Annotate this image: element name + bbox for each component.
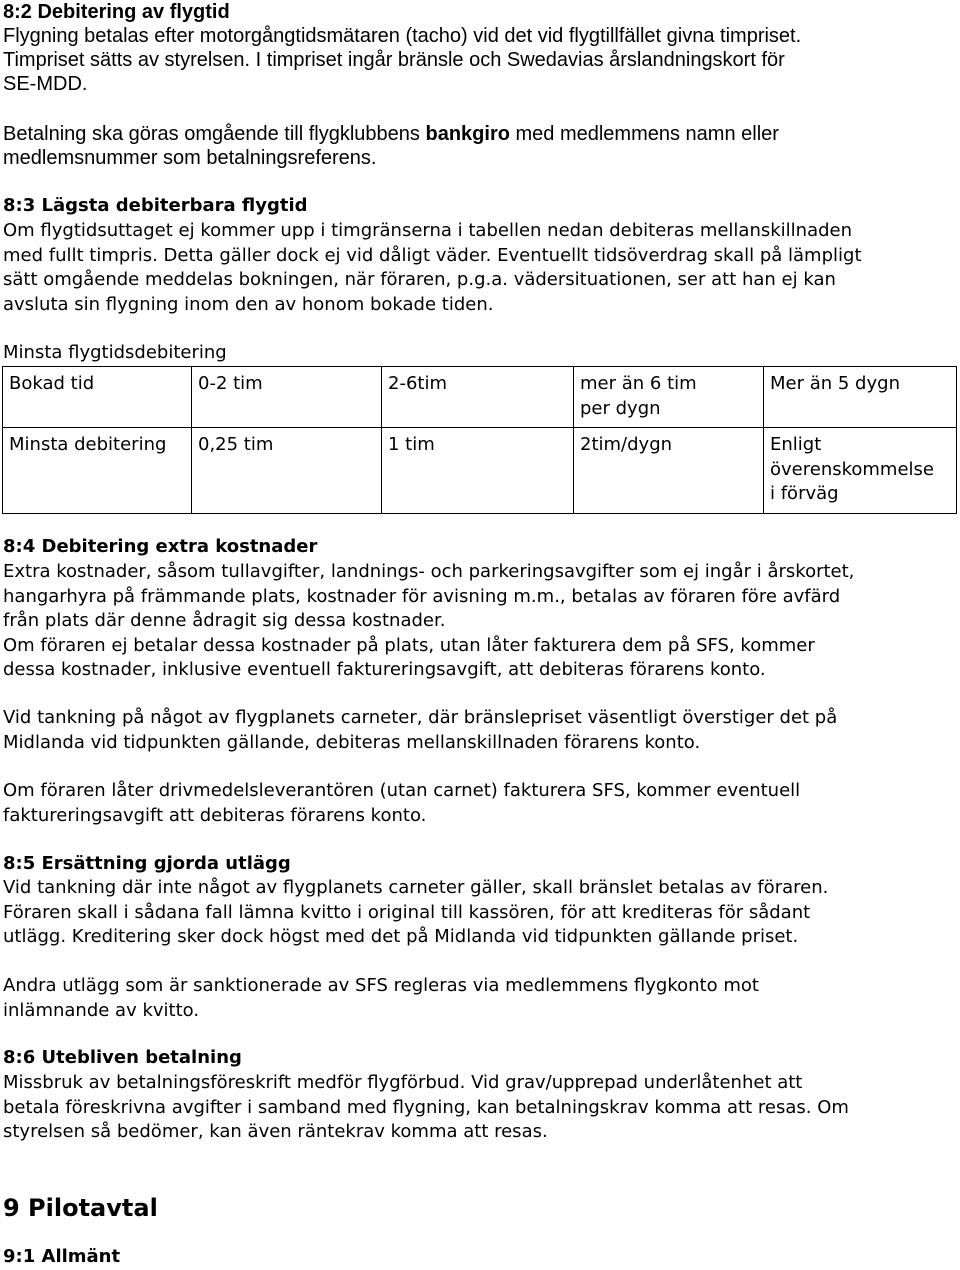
minimum-debit-table xyxy=(2,366,957,514)
paragraph-8-6-non-payment: Missbruk av betalningsföreskrift medför flygförbud. Vid grav/upprepad underlåtenhet att betala föreskrivna avgifter i samband med flygning, kan betalningskrav komma att resas. Om styrelsen så bedömer, kan även räntekrav komma att resas. xyxy=(3,1072,849,1142)
payment-text-end: med medlemmens namn eller medlemsnummer som betalningsreferens. xyxy=(3,123,779,169)
table-cell: 1 tim xyxy=(382,428,574,514)
table-cell: 0,25 tim xyxy=(192,428,382,514)
paragraph-8-2-payment xyxy=(3,122,953,170)
paragraph-8-4-extra-costs: Extra kostnader, såsom tullavgifter, landnings- och parkeringsavgifter som ej ingår i årskortet, hangarhyra på främmande plats, kostnader för avisning m.m., betalas av föraren före avfärd från plats där denne ådragit sig dessa kostnader. Om föraren ej betalar dessa kostnader på plats, utan låter fakturera dem på SFS, kommer dessa kostnader, inklusive eventuell faktureringsavgift, att debiteras förarens konto. xyxy=(3,561,855,680)
section-heading-8-3: 8:3 Lägsta debiterbara flygtid xyxy=(3,195,308,216)
table-cell: Enligt överenskommelse i förväg xyxy=(764,428,957,514)
table-cell: Mer än 5 dygn xyxy=(764,367,957,428)
section-heading-8-2: 8:2 Debitering av flygtid xyxy=(3,1,230,23)
section-heading-8-5: 8:5 Ersättning gjorda utlägg xyxy=(3,853,291,874)
section-heading-8-4: 8:4 Debitering extra kostnader xyxy=(3,536,318,557)
section-heading-9-1: 9:1 Allmänt xyxy=(3,1246,121,1267)
section-heading-8-6: 8:6 Utebliven betalning xyxy=(3,1047,242,1068)
table-cell: 2tim/dygn xyxy=(574,428,764,514)
table-cell: Minsta debitering xyxy=(3,428,192,514)
table-row xyxy=(3,367,957,428)
table-row xyxy=(3,428,957,514)
table-cell: mer än 6 tim per dygn xyxy=(574,367,764,428)
paragraph-8-3-minimum: Om flygtidsuttaget ej kommer upp i timgränserna i tabellen nedan debiteras mellanskillnaden med fullt timpris. Detta gäller dock ej vid dåligt väder. Eventuellt tidsöverdrag skall på lämpligt sätt omgående meddelas bokningen, när föraren, p.g.a. vädersituationen, ser att han ej kan avsluta sin flygning inom den av honom bokade tiden. xyxy=(3,220,862,315)
table-cell: 2-6tim xyxy=(382,367,574,428)
paragraph-8-5-refueling: Vid tankning där inte något av flygplanets carneter gäller, skall bränslet betalas av föraren. Föraren skall i sådana fall lämna kvitto i original till kassören, för att krediteras för sådant utlägg. Kreditering sker dock högst med det på Midlanda vid tidpunkten gällande priset. xyxy=(3,877,829,947)
paragraph-8-5-other-expenses: Andra utlägg som är sanktionerade av SFS regleras via medlemmens flygkonto mot inlämnande av kvitto. xyxy=(3,975,759,1021)
table-caption: Minsta flygtidsdebitering xyxy=(3,342,227,363)
bankgiro-emphasis: bankgiro xyxy=(425,123,510,145)
chapter-heading-9: 9 Pilotavtal xyxy=(3,1194,158,1222)
paragraph-8-4-fuel-supplier: Om föraren låter drivmedelsleverantören (utan carnet) fakturera SFS, kommer eventuell faktureringsavgift att debiteras förarens konto. xyxy=(3,780,801,826)
paragraph-8-2-pricing: Flygning betalas efter motorgångtidsmätaren (tacho) vid det vid flygtillfället givna timpriset. Timpriset sätts av styrelsen. I timpriset ingår bränsle och Swedavias årslandningskort för SE-MDD. xyxy=(3,25,802,95)
table-cell: 0-2 tim xyxy=(192,367,382,428)
table-cell: Bokad tid xyxy=(3,367,192,428)
paragraph-8-4-refueling: Vid tankning på något av flygplanets carneter, där bränslepriset väsentligt överstiger det på Midlanda vid tidpunkten gällande, debiteras mellanskillnaden förarens konto. xyxy=(3,707,838,753)
payment-text-start: Betalning ska göras omgående till flygklubbens xyxy=(3,123,426,145)
